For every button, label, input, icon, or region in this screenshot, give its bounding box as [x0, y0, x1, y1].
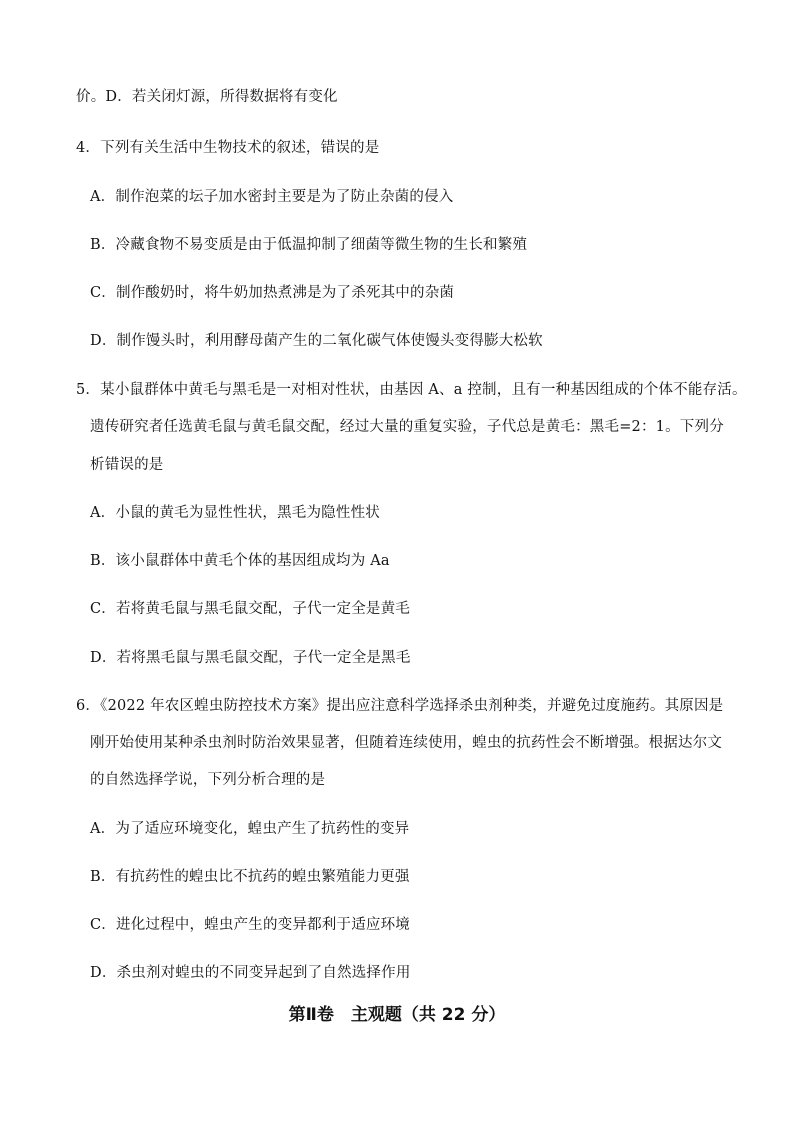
question-5-stem-line-1: 5．某小鼠群体中黄毛与黑毛是一对相对性状，由基因 A、a 控制，且有一种基因组成的个体不能存活。 — [76, 382, 747, 398]
question-6-option-c: C．进化过程中，蝗虫产生的变异都利于适应环境 — [90, 917, 410, 933]
question-5-option-b: B．该小鼠群体中黄毛个体的基因组成均为 Aa — [90, 553, 390, 569]
question-6-option-b: B．有抗药性的蝗虫比不抗药的蝗虫繁殖能力更强 — [90, 869, 410, 885]
question-5-stem-line-3: 析错误的是 — [90, 457, 164, 473]
section-title: 第Ⅱ卷 主观题（共 22 分） — [288, 1005, 506, 1025]
continuation-line: 价。D．若关闭灯源，所得数据将有变化 — [76, 89, 338, 105]
question-5-option-c: C．若将黄毛鼠与黑毛鼠交配，子代一定全是黄毛 — [90, 601, 410, 617]
question-6-option-a: A．为了适应环境变化，蝗虫产生了抗药性的变异 — [90, 821, 410, 837]
question-5-option-d: D．若将黑毛鼠与黑毛鼠交配，子代一定全是黑毛 — [90, 650, 411, 666]
question-4-option-a: A．制作泡菜的坛子加水密封主要是为了防止杂菌的侵入 — [90, 189, 454, 205]
question-6-stem-line-3: 的自然选择学说，下列分析合理的是 — [90, 772, 326, 788]
question-4-option-c: C．制作酸奶时，将牛奶加热煮沸是为了杀死其中的杂菌 — [90, 285, 455, 301]
question-6-option-d: D．杀虫剂对蝗虫的不同变异起到了自然选择作用 — [90, 965, 411, 981]
question-4-option-d: D．制作馒头时，利用酵母菌产生的二氧化碳气体使馒头变得膨大松软 — [90, 333, 543, 349]
question-5-stem-line-2: 遗传研究者任选黄毛鼠与黄毛鼠交配，经过大量的重复实验，子代总是黄毛：黑毛=2：1。下列分 — [90, 419, 724, 435]
question-4-stem: 4．下列有关生活中生物技术的叙述，错误的是 — [76, 140, 380, 156]
question-6-stem-line-2: 刚开始使用某种杀虫剂时防治效果显著，但随着连续使用，蝗虫的抗药性会不断增强。根据达尔文 — [90, 735, 723, 751]
question-5-option-a: A．小鼠的黄毛为显性性状，黑毛为隐性性状 — [90, 505, 380, 521]
question-6-stem-line-1: 6．《2022 年农区蝗虫防控技术方案》提出应注意科学选择杀虫剂种类，并避免过度施药。其原因是 — [76, 698, 724, 714]
question-4-option-b: B．冷藏食物不易变质是由于低温抑制了细菌等微生物的生长和繁殖 — [90, 237, 528, 253]
